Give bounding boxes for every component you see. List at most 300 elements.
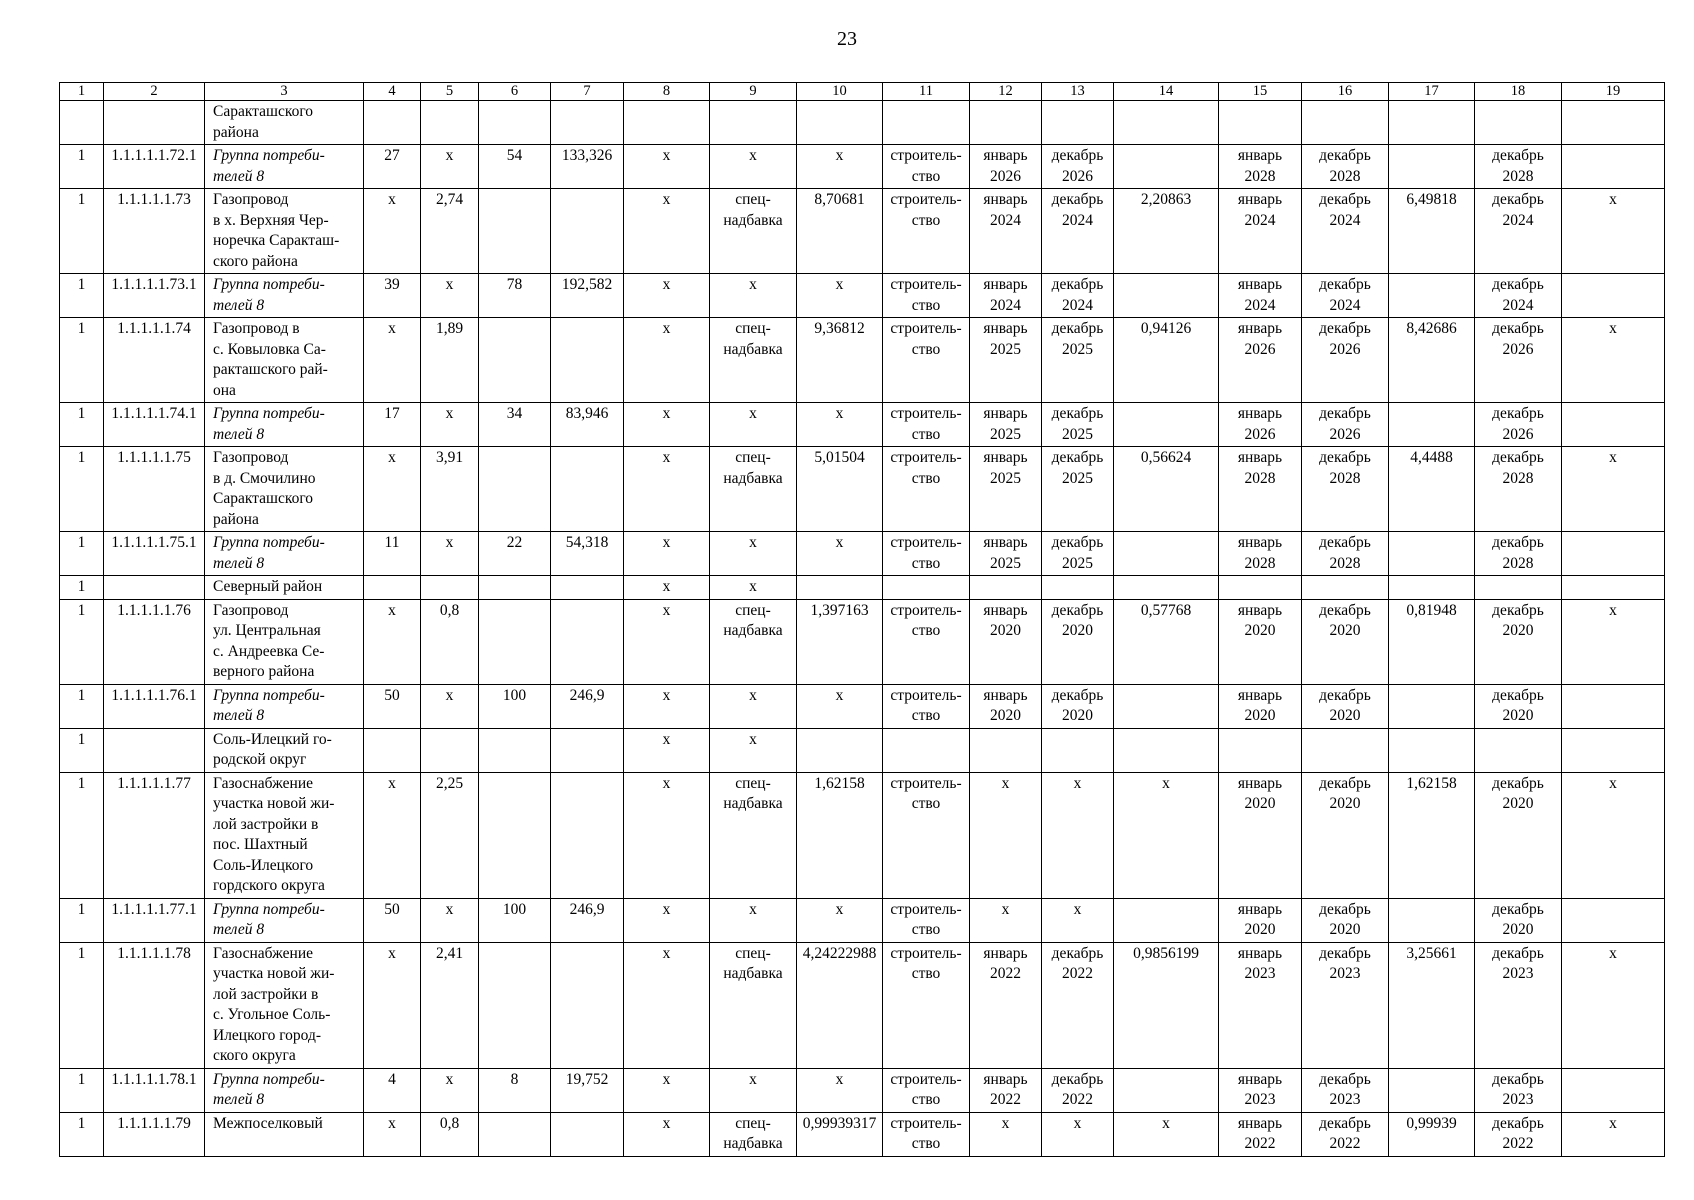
cell-c12 [970, 576, 1042, 600]
cell-c12 [970, 145, 1042, 189]
cell-c18 [1475, 274, 1562, 318]
cell-line: 2028 [1244, 469, 1276, 487]
cell-line: телей 8 [213, 921, 265, 938]
cell-line: строитель- [890, 534, 962, 551]
cell-line: 2020 [1502, 707, 1534, 724]
cell-c1 [60, 101, 104, 145]
cell-line: 2022 [1329, 1135, 1361, 1152]
cell-c12 [970, 403, 1042, 447]
cell-line: ство [911, 965, 941, 982]
cell-line: 2020 [1502, 795, 1534, 812]
cell-line: декабрь [1051, 320, 1104, 337]
cell-line: Группа потреби- [213, 1070, 325, 1088]
cell-c8: х [624, 189, 710, 274]
cell-line: надбавка [723, 622, 783, 639]
cell-line: 2026 [1502, 425, 1534, 443]
column-header-13: 13 [1042, 83, 1114, 101]
cell-c5: 2,25 [421, 772, 479, 898]
cell-c3 [205, 403, 364, 447]
cell-c14 [1114, 728, 1219, 772]
cell-line: 2020 [1329, 795, 1361, 812]
cell-line: 2024 [1329, 211, 1361, 229]
cell-line: 2023 [1329, 1091, 1361, 1108]
cell-line: строитель- [890, 774, 962, 792]
cell-line: 2028 [1502, 469, 1534, 487]
cell-line: 2020 [1502, 921, 1534, 938]
cell-c10: х [797, 1068, 883, 1112]
cell-line: Группа потреби- [213, 900, 325, 918]
cell-line: района [213, 123, 259, 141]
cell-c2: 1.1.1.1.1.72.1 [104, 145, 205, 189]
cell-c13 [1042, 403, 1114, 447]
cell-c12 [970, 447, 1042, 532]
cell-line: строитель- [890, 405, 962, 422]
cell-line: 2025 [990, 425, 1021, 443]
cell-c5: х [421, 1068, 479, 1112]
cell-line: Группа потреби- [213, 147, 325, 164]
cell-c5: 2,74 [421, 189, 479, 274]
column-header-5: 5 [421, 83, 479, 101]
cell-c16 [1302, 403, 1389, 447]
cell-c14: 0,57768 [1114, 599, 1219, 684]
cell-c3 [205, 447, 364, 532]
cell-line: ского округа [213, 1047, 296, 1064]
cell-line: декабрь [1492, 276, 1544, 293]
cell-c12 [970, 599, 1042, 684]
cell-line: х [749, 276, 757, 293]
cell-line: декабрь [1051, 191, 1104, 208]
cell-c9 [710, 942, 797, 1068]
cell-line: телей 8 [213, 425, 265, 443]
cell-line: декабрь [1319, 449, 1371, 466]
column-header-11: 11 [883, 83, 970, 101]
cell-c6: 8 [479, 1068, 551, 1112]
cell-line: январь [1237, 320, 1283, 337]
cell-c6: 100 [479, 684, 551, 728]
cell-line: декабрь [1051, 405, 1104, 422]
cell-line: декабрь [1492, 449, 1544, 466]
cell-line: январь [983, 147, 1028, 164]
cell-c10: 4,24222988 [797, 942, 883, 1068]
cell-c19 [1562, 101, 1665, 145]
cell-line: декабрь [1492, 900, 1544, 918]
cell-c11 [883, 942, 970, 1068]
cell-c19 [1562, 403, 1665, 447]
cell-c1: 1 [60, 898, 104, 942]
cell-line: 2026 [1329, 340, 1361, 358]
cell-line: Группа потреби- [213, 686, 325, 704]
cell-line: ство [911, 1135, 941, 1152]
cell-line: 2020 [990, 707, 1021, 724]
table-row [60, 318, 1665, 403]
cell-c8: х [624, 576, 710, 600]
cell-c15 [1219, 772, 1302, 898]
cell-line: 2024 [1062, 211, 1093, 229]
cell-c15 [1219, 684, 1302, 728]
cell-c12 [970, 101, 1042, 145]
cell-c9 [710, 898, 797, 942]
cell-c10: 1,62158 [797, 772, 883, 898]
cell-c4: х [364, 1112, 421, 1156]
column-header-12: 12 [970, 83, 1042, 101]
cell-c5 [421, 576, 479, 600]
cell-c10 [797, 728, 883, 772]
cell-line: Саракташского [213, 490, 314, 507]
cell-c15 [1219, 898, 1302, 942]
cell-line: 2022 [1062, 1091, 1093, 1108]
cell-c9 [710, 576, 797, 600]
table-row [60, 772, 1665, 898]
cell-c14 [1114, 576, 1219, 600]
table-row [60, 274, 1665, 318]
cell-c4: 39 [364, 274, 421, 318]
cell-c16 [1302, 684, 1389, 728]
cell-c2: 1.1.1.1.1.75 [104, 447, 205, 532]
cell-c3 [205, 1068, 364, 1112]
cell-line: декабрь [1492, 405, 1544, 422]
cell-c5: х [421, 403, 479, 447]
cell-c5: х [421, 145, 479, 189]
cell-c7: 19,752 [551, 1068, 624, 1112]
cell-line: Илецкого город- [213, 1026, 322, 1044]
cell-c16 [1302, 1112, 1389, 1156]
cell-line: январь [1237, 900, 1283, 918]
cell-c2: 1.1.1.1.1.76 [104, 599, 205, 684]
cell-c11 [883, 274, 970, 318]
cell-c1: 1 [60, 728, 104, 772]
cell-c8: х [624, 728, 710, 772]
cell-c19: х [1562, 189, 1665, 274]
cell-c7: 54,318 [551, 532, 624, 576]
cell-c4 [364, 576, 421, 600]
cell-line: в х. Верхняя Чер- [213, 211, 329, 229]
cell-c8: х [624, 318, 710, 403]
cell-line: ракташского рай- [213, 361, 328, 378]
cell-line: декабрь [1319, 191, 1371, 208]
cell-c7 [551, 576, 624, 600]
cell-line: Группа потреби- [213, 276, 325, 293]
cell-line: х [1001, 900, 1010, 918]
cell-line: 2022 [990, 965, 1021, 982]
cell-c17: 3,25661 [1389, 942, 1475, 1068]
cell-c7 [551, 772, 624, 898]
cell-line: январь [983, 405, 1028, 422]
cell-c14 [1114, 403, 1219, 447]
cell-c14 [1114, 898, 1219, 942]
cell-c2 [104, 576, 205, 600]
cell-c7: 246,9 [551, 684, 624, 728]
table-row [60, 403, 1665, 447]
cell-c17 [1389, 145, 1475, 189]
cell-line: Межпоселковый [213, 1114, 323, 1132]
cell-c14: 0,94126 [1114, 318, 1219, 403]
cell-line: декабрь [1051, 601, 1104, 619]
cell-c8: х [624, 274, 710, 318]
cell-c8: х [624, 684, 710, 728]
cell-c7 [551, 942, 624, 1068]
cell-c13 [1042, 532, 1114, 576]
cell-line: 2028 [1329, 167, 1361, 185]
cell-line: декабрь [1492, 601, 1544, 619]
cell-c17 [1389, 532, 1475, 576]
cell-line: декабрь [1319, 147, 1371, 164]
cell-c3 [205, 532, 364, 576]
cell-line: ство [911, 707, 941, 724]
cell-c13 [1042, 599, 1114, 684]
cell-c18 [1475, 728, 1562, 772]
table-row [60, 189, 1665, 274]
cell-c4: х [364, 318, 421, 403]
cell-c17 [1389, 898, 1475, 942]
cell-line: январь [1237, 601, 1283, 619]
page-number: 23 [837, 28, 857, 50]
cell-c3 [205, 898, 364, 942]
cell-c4: х [364, 189, 421, 274]
cell-c12 [970, 772, 1042, 898]
cell-c6: 54 [479, 145, 551, 189]
cell-c9 [710, 684, 797, 728]
cell-c19: х [1562, 942, 1665, 1068]
cell-c15 [1219, 1068, 1302, 1112]
cell-line: 2024 [990, 296, 1021, 314]
cell-line: спец- [735, 774, 771, 792]
cell-c6 [479, 599, 551, 684]
table-row [60, 101, 1665, 145]
column-header-7: 7 [551, 83, 624, 101]
cell-c8: х [624, 1112, 710, 1156]
cell-c13 [1042, 898, 1114, 942]
cell-c16 [1302, 145, 1389, 189]
cell-line: декабрь [1051, 1070, 1104, 1088]
cell-line: верного района [213, 663, 315, 680]
cell-c18 [1475, 684, 1562, 728]
cell-line: участка новой жи- [213, 795, 335, 812]
cell-line: декабрь [1492, 534, 1544, 551]
cell-line: 2025 [1062, 425, 1093, 443]
cell-line: 2026 [990, 167, 1021, 185]
table-row [60, 599, 1665, 684]
cell-line: декабрь [1492, 686, 1544, 704]
cell-c3 [205, 101, 364, 145]
cell-c5: 2,41 [421, 942, 479, 1068]
cell-c15 [1219, 1112, 1302, 1156]
cell-c16 [1302, 772, 1389, 898]
cell-c19 [1562, 1068, 1665, 1112]
cell-line: ство [911, 554, 941, 572]
cell-c2: 1.1.1.1.1.74 [104, 318, 205, 403]
cell-line: декабрь [1319, 686, 1371, 704]
cell-line: спец- [735, 191, 771, 208]
cell-line: январь [983, 534, 1028, 551]
cell-c19 [1562, 532, 1665, 576]
table-row [60, 576, 1665, 600]
cell-c7 [551, 189, 624, 274]
table-row [60, 447, 1665, 532]
cell-line: надбавка [723, 795, 783, 812]
cell-c9 [710, 1068, 797, 1112]
investment-program-table [59, 82, 1665, 1157]
cell-line: 2026 [1244, 425, 1276, 443]
cell-c5: х [421, 532, 479, 576]
cell-c11 [883, 532, 970, 576]
cell-c5 [421, 101, 479, 145]
cell-c18 [1475, 532, 1562, 576]
cell-c2: 1.1.1.1.1.77.1 [104, 898, 205, 942]
cell-c11 [883, 318, 970, 403]
cell-line: Северный район [213, 578, 323, 595]
cell-c12 [970, 318, 1042, 403]
cell-line: январь [983, 601, 1028, 619]
cell-line: 2025 [1062, 340, 1093, 358]
cell-c8 [624, 101, 710, 145]
cell-line: телей 8 [213, 167, 265, 185]
cell-c16 [1302, 101, 1389, 145]
cell-line: январь [1237, 686, 1283, 704]
cell-c11 [883, 1112, 970, 1156]
cell-c1: 1 [60, 189, 104, 274]
cell-c3 [205, 189, 364, 274]
cell-c4: х [364, 447, 421, 532]
cell-c1: 1 [60, 145, 104, 189]
cell-c17: 4,4488 [1389, 447, 1475, 532]
cell-c16 [1302, 1068, 1389, 1112]
cell-c1: 1 [60, 576, 104, 600]
column-header-17: 17 [1389, 83, 1475, 101]
cell-c17: 6,49818 [1389, 189, 1475, 274]
cell-c4: 50 [364, 898, 421, 942]
cell-c7: 246,9 [551, 898, 624, 942]
cell-c4 [364, 728, 421, 772]
cell-c4: 50 [364, 684, 421, 728]
table-row [60, 145, 1665, 189]
cell-c8: х [624, 447, 710, 532]
cell-c4: х [364, 942, 421, 1068]
cell-c9 [710, 145, 797, 189]
cell-line: декабрь [1319, 900, 1371, 918]
cell-line: норечка Саракташ- [213, 232, 340, 249]
cell-c4: 11 [364, 532, 421, 576]
cell-line: январь [1237, 405, 1283, 422]
cell-line: 2020 [1329, 921, 1361, 938]
cell-c11 [883, 145, 970, 189]
cell-c14: 2,20863 [1114, 189, 1219, 274]
cell-c11 [883, 576, 970, 600]
cell-c18 [1475, 101, 1562, 145]
cell-line: декабрь [1492, 320, 1544, 337]
cell-line: декабрь [1051, 686, 1104, 704]
cell-c6: 22 [479, 532, 551, 576]
cell-line: спец- [735, 944, 771, 962]
cell-c7 [551, 728, 624, 772]
cell-c9 [710, 447, 797, 532]
cell-c15 [1219, 101, 1302, 145]
cell-line: надбавка [723, 1135, 783, 1152]
cell-line: ство [911, 622, 941, 639]
column-header-10: 10 [797, 83, 883, 101]
cell-line: с. Угольное Соль- [213, 1006, 331, 1023]
cell-line: х [749, 1070, 757, 1088]
cell-line: участка новой жи- [213, 965, 335, 982]
column-header-16: 16 [1302, 83, 1389, 101]
cell-c17: 1,62158 [1389, 772, 1475, 898]
cell-line: х [749, 900, 757, 918]
cell-line: Газопровод [213, 191, 289, 208]
cell-c16 [1302, 274, 1389, 318]
cell-c19: х [1562, 1112, 1665, 1156]
cell-c3 [205, 1112, 364, 1156]
cell-c7 [551, 101, 624, 145]
cell-line: х [1073, 900, 1082, 918]
cell-line: январь [1237, 147, 1283, 164]
cell-c15 [1219, 189, 1302, 274]
cell-c17: 0,99939 [1389, 1112, 1475, 1156]
cell-line: х [749, 534, 757, 551]
column-header-3: 3 [205, 83, 364, 101]
cell-line: лой застройки в [213, 985, 319, 1003]
cell-c1: 1 [60, 318, 104, 403]
cell-c13 [1042, 728, 1114, 772]
cell-c11 [883, 189, 970, 274]
cell-c1: 1 [60, 532, 104, 576]
cell-line: 2023 [1244, 1091, 1276, 1108]
cell-line: 2023 [1244, 965, 1276, 982]
cell-c3 [205, 942, 364, 1068]
cell-c2: 1.1.1.1.1.78 [104, 942, 205, 1068]
cell-c13 [1042, 1112, 1114, 1156]
cell-c17 [1389, 403, 1475, 447]
cell-c16 [1302, 942, 1389, 1068]
cell-c13 [1042, 318, 1114, 403]
cell-line: 2020 [1062, 707, 1093, 724]
cell-line: строитель- [890, 147, 962, 164]
cell-c10 [797, 101, 883, 145]
cell-c11 [883, 447, 970, 532]
cell-c1: 1 [60, 274, 104, 318]
cell-c14: х [1114, 772, 1219, 898]
cell-line: декабрь [1319, 276, 1371, 293]
cell-line: х [1073, 774, 1082, 792]
cell-line: 2020 [1244, 707, 1276, 724]
cell-line: строитель- [890, 191, 962, 208]
cell-line: ул. Центральная [213, 622, 321, 639]
cell-line: декабрь [1492, 191, 1544, 208]
cell-line: Газоснабжение [213, 944, 314, 962]
cell-c8: х [624, 532, 710, 576]
cell-line: 2022 [1244, 1135, 1276, 1152]
cell-c8: х [624, 599, 710, 684]
cell-c15 [1219, 599, 1302, 684]
cell-line: строитель- [890, 1114, 962, 1132]
cell-c1: 1 [60, 1068, 104, 1112]
cell-c12 [970, 942, 1042, 1068]
cell-line: январь [983, 320, 1028, 337]
cell-c6 [479, 189, 551, 274]
cell-c17 [1389, 728, 1475, 772]
cell-line: январь [1237, 1070, 1283, 1088]
cell-c5: х [421, 684, 479, 728]
cell-line: 2020 [1244, 795, 1276, 812]
cell-line: январь [983, 1070, 1028, 1088]
cell-c14: х [1114, 1112, 1219, 1156]
cell-line: лой застройки в [213, 815, 319, 833]
cell-c14 [1114, 684, 1219, 728]
cell-line: Газопровод [213, 601, 289, 619]
cell-c1: 1 [60, 772, 104, 898]
cell-c15 [1219, 318, 1302, 403]
cell-c14 [1114, 101, 1219, 145]
cell-c3 [205, 728, 364, 772]
cell-c8: х [624, 898, 710, 942]
